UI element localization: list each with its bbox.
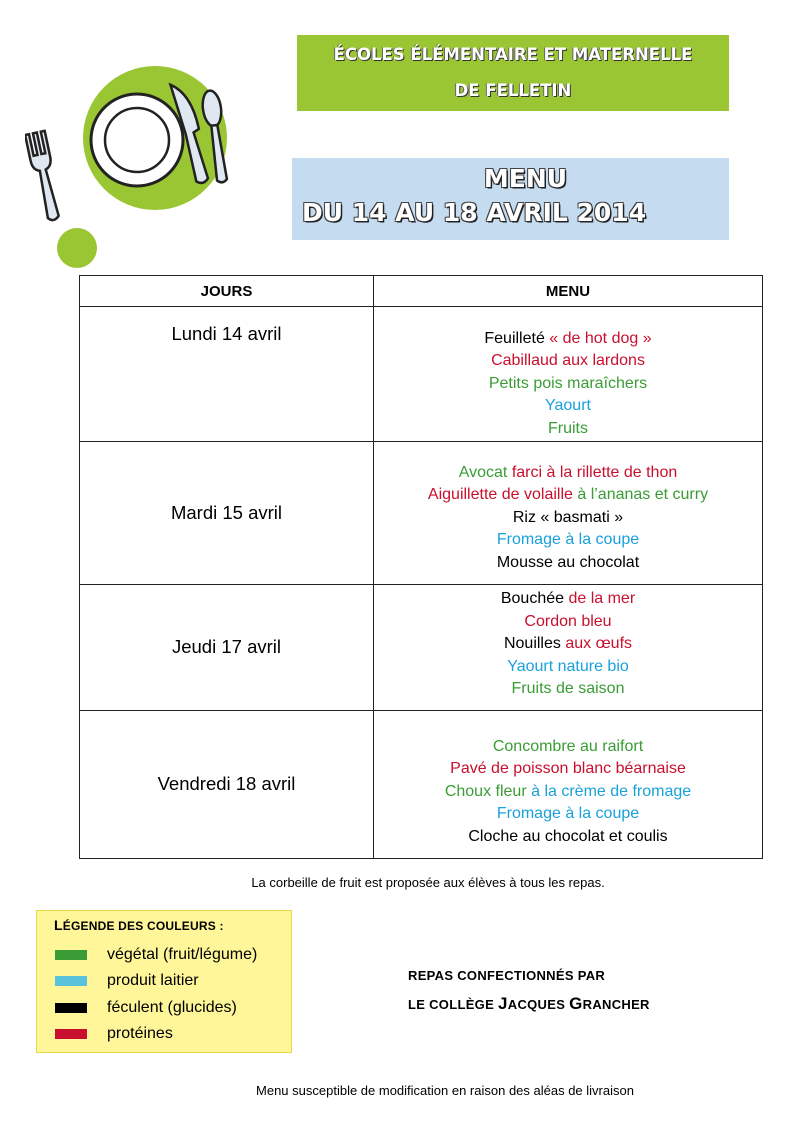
menu-item-text: Feuilleté (484, 329, 550, 347)
menu-item-text: Nouilles (503, 635, 566, 652)
legend-swatch (55, 1003, 87, 1013)
school-name-line2: DE FELLETIN (454, 81, 572, 100)
menu-item-text: Bouchée (500, 590, 569, 607)
menu-item (374, 611, 762, 634)
menu-item (374, 736, 762, 759)
legend-label: produit laitier (107, 972, 199, 989)
menu-title-banner (292, 158, 729, 240)
school-name-banner (297, 35, 729, 111)
column-header-menu: MENU (374, 276, 763, 307)
menu-item (374, 462, 762, 485)
legend-item-vegetal (55, 945, 257, 965)
menu-item-text: Fromage à la coupe (496, 805, 640, 823)
menu-item (374, 529, 762, 552)
modification-disclaimer: Menu susceptible de modification en raison des aléas de livraison (256, 1083, 634, 1098)
menu-item-text: Aiguillette de volaille (427, 486, 578, 504)
menu-item-text: Cordon bleu (524, 612, 612, 630)
legend-item-protein (55, 1024, 173, 1044)
table-header-row (80, 276, 763, 307)
menu-item-text: Avocat (458, 463, 512, 481)
logo-small-green-circle (57, 228, 97, 268)
menu-item (374, 656, 762, 679)
menu-items-cell (374, 442, 763, 585)
menu-item-text: Pavé de poisson blanc béarnaise (450, 760, 686, 778)
menu-item (374, 588, 762, 611)
legend-title: LÉGENDE DES COULEURS : (54, 917, 224, 933)
menu-item-text: Yaourt nature bio (507, 657, 629, 675)
menu-item (374, 507, 762, 530)
menu-item-text: Fromage à la coupe (496, 531, 640, 549)
day-cell: Lundi 14 avril (80, 307, 374, 442)
menu-item (374, 803, 762, 826)
menu-item-text: Petits pois maraîchers (488, 374, 648, 392)
menu-item (374, 758, 762, 781)
school-canteen-logo (25, 20, 230, 270)
weekly-menu-table (79, 275, 763, 859)
legend-item-starch (55, 998, 237, 1018)
menu-item-text: de la mer (568, 590, 636, 607)
fork-icon (25, 131, 63, 222)
column-header-days: JOURS (80, 276, 374, 307)
menu-item-text: aux œufs (565, 635, 633, 652)
menu-item (374, 395, 762, 418)
menu-item-text: Mousse au chocolat (496, 553, 640, 571)
legend-label: féculent (glucides) (107, 999, 237, 1016)
menu-item-text: « de hot dog » (549, 329, 652, 347)
menu-items-cell (374, 307, 763, 442)
menu-item (374, 826, 762, 849)
menu-item-text: Fruits (548, 419, 588, 437)
menu-item (374, 484, 762, 507)
menu-items-cell (374, 711, 763, 859)
table-row (80, 307, 763, 442)
legend-item-dairy (55, 971, 199, 991)
menu-item-text: à la crème de fromage (531, 782, 692, 800)
menu-item (374, 350, 762, 373)
prepared-by-note (408, 962, 650, 1019)
menu-items-cell (374, 585, 763, 711)
prepared-by-line2: LE COLLÈGE JACQUES GRANCHER (408, 994, 650, 1013)
logo-plate-inner (105, 108, 169, 172)
legend-label: végétal (fruit/légume) (107, 946, 258, 963)
menu-item (374, 418, 762, 441)
table-row (80, 711, 763, 859)
menu-item-text: Concombre au raifort (492, 737, 644, 755)
day-cell: Jeudi 17 avril (80, 585, 374, 711)
menu-item-text: Choux fleur (444, 782, 532, 800)
legend-swatch (55, 950, 87, 960)
menu-item (374, 552, 762, 575)
day-cell: Vendredi 18 avril (80, 711, 374, 859)
school-name-line1: ÉCOLES ÉLÉMENTAIRE ET MATERNELLE (333, 45, 693, 64)
menu-item (374, 633, 762, 656)
menu-item-text: Yaourt (545, 397, 591, 415)
menu-item-text: Cabillaud aux lardons (491, 352, 645, 370)
menu-item (374, 373, 762, 396)
menu-item-text: farci à la rillette de thon (511, 463, 678, 481)
menu-item-text: Cloche au chocolat et coulis (468, 827, 668, 845)
legend-swatch (55, 976, 87, 986)
prepared-by-line1: REPAS CONFECTIONNÉS PAR (408, 968, 606, 983)
fruit-basket-note: La corbeille de fruit est proposée aux élèves à tous les repas. (251, 875, 605, 890)
table-row (80, 442, 763, 585)
menu-item (374, 678, 762, 701)
legend-swatch (55, 1029, 87, 1039)
menu-item (374, 781, 762, 804)
menu-item-text: Riz « basmati » (512, 508, 624, 526)
menu-item (374, 328, 762, 351)
color-legend (36, 910, 292, 1053)
table-row (80, 585, 763, 711)
menu-title: MENU (483, 164, 568, 193)
menu-dates: DU 14 AU 18 AVRIL 2014 (302, 198, 647, 227)
day-cell: Mardi 15 avril (80, 442, 374, 585)
menu-item-text: Fruits de saison (511, 680, 625, 697)
menu-item-text: à l’ananas et curry (577, 486, 709, 504)
legend-label: protéines (107, 1025, 173, 1042)
